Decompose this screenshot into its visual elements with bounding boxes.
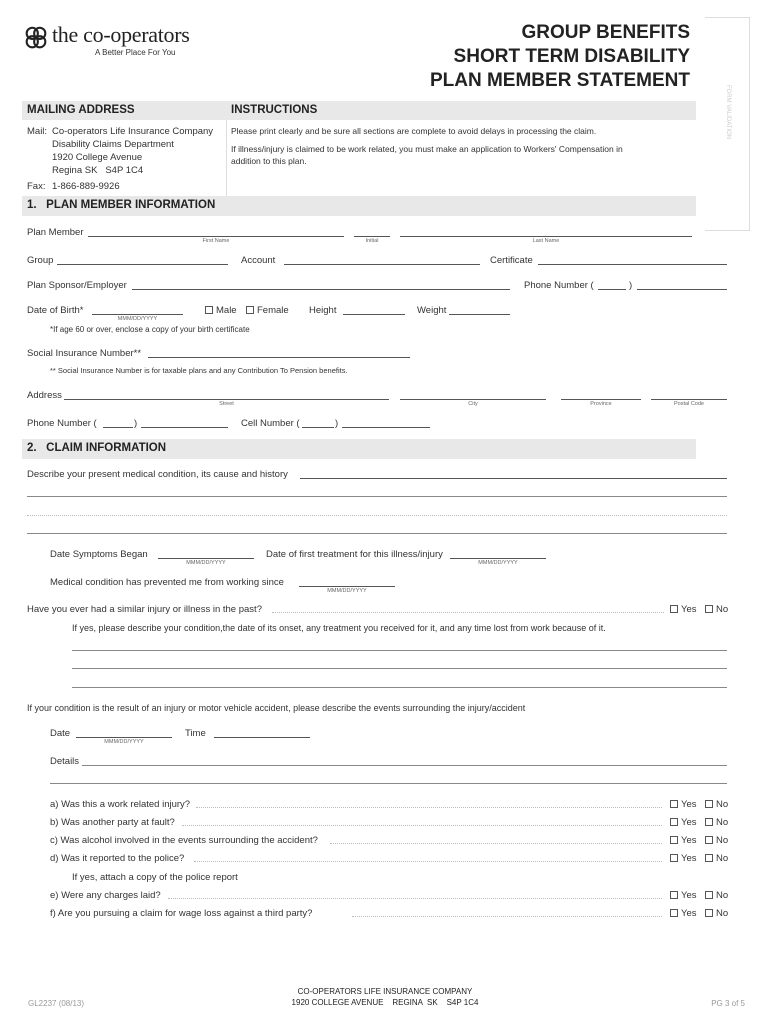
cell-number-label: Cell Number ( <box>241 418 300 429</box>
height-field[interactable] <box>343 314 405 315</box>
dob-format: MMM/DD/YYYY <box>117 316 158 322</box>
fax-label: Fax: <box>27 181 46 192</box>
street-field[interactable] <box>64 399 389 400</box>
no-label: No <box>716 835 729 846</box>
weight-label: Weight <box>417 305 447 316</box>
male-checkbox[interactable] <box>205 305 237 316</box>
question-e-yes-checkbox[interactable] <box>670 890 697 901</box>
similar-yes-checkbox[interactable] <box>670 604 697 615</box>
brand-name: the co-operators <box>52 22 190 47</box>
if-yes-describe-label: If yes, please describe your condition,the date of its onset, any treatment you received for it, and any time lost from work because of it. <box>72 623 606 633</box>
sin-field[interactable] <box>148 357 410 358</box>
question-d-yes-checkbox[interactable] <box>670 853 697 864</box>
accident-date-label: Date <box>50 728 71 739</box>
question-d-no-checkbox[interactable] <box>705 853 728 864</box>
postal-code-field[interactable] <box>651 399 727 400</box>
symptoms-began-label: Date Symptoms Began <box>50 549 148 560</box>
mailing-address-heading: MAILING ADDRESS <box>27 104 135 116</box>
sponsor-label: Plan Sponsor/Employer <box>27 280 127 291</box>
section1-heading: 1. PLAN MEMBER INFORMATION <box>27 199 216 211</box>
mail-line-4: Regina SK S4P 1C4 <box>52 165 144 176</box>
question-a-yes-checkbox[interactable] <box>670 799 697 810</box>
question-b: b) Was another party at fault? <box>50 817 175 828</box>
checkbox-icon <box>670 818 678 826</box>
details-field-line-2[interactable] <box>50 783 727 784</box>
address-label: Address <box>27 390 62 401</box>
if-yes-field-line-3[interactable] <box>72 687 727 688</box>
instructions-p2b: addition to this plan. <box>231 156 307 166</box>
checkbox-icon <box>705 800 713 808</box>
form-title-line-1: GROUP BENEFITS <box>521 22 690 43</box>
accident-date-format: MMM/DD/YYYY <box>104 739 144 745</box>
weight-field[interactable] <box>449 314 510 315</box>
male-label: Male <box>216 305 237 316</box>
female-label: Female <box>257 305 289 316</box>
checkbox-icon <box>705 891 713 899</box>
group-field[interactable] <box>57 264 228 265</box>
checkbox-icon <box>705 836 713 844</box>
question-b-no-checkbox[interactable] <box>705 817 728 828</box>
initial-caption: Initial <box>365 238 379 244</box>
describe-field-line-2[interactable] <box>27 496 727 497</box>
co-operators-logo-icon <box>22 24 50 52</box>
yes-label: Yes <box>681 799 697 810</box>
question-b-yes-checkbox[interactable] <box>670 817 697 828</box>
sponsor-field[interactable] <box>132 289 510 290</box>
prevented-working-label: Medical condition has prevented me from working since <box>50 577 284 588</box>
question-c-yes-checkbox[interactable] <box>670 835 697 846</box>
checkbox-icon <box>246 306 254 314</box>
symptoms-began-field[interactable] <box>158 558 254 559</box>
phone-number2-label: Phone Number ( <box>27 418 97 429</box>
checkbox-icon <box>705 605 713 613</box>
page-number: PG 3 of 5 <box>711 999 745 1008</box>
leader-dots <box>330 843 662 844</box>
accident-time-label: Time <box>185 728 206 739</box>
details-field-line-1[interactable] <box>82 765 727 766</box>
question-c: c) Was alcohol involved in the events surrounding the accident? <box>50 835 318 846</box>
phone-number-label: Phone Number ( <box>524 280 594 291</box>
checkbox-icon <box>670 605 678 613</box>
accident-time-field[interactable] <box>214 737 310 738</box>
height-label: Height <box>309 305 337 316</box>
plan-member-label: Plan Member <box>27 227 84 238</box>
age-note: *If age 60 or over, enclose a copy of your birth certificate <box>50 325 250 334</box>
certificate-field[interactable] <box>538 264 727 265</box>
question-f: f) Are you pursuing a claim for wage loss against a third party? <box>50 908 313 919</box>
yes-label: Yes <box>681 908 697 919</box>
instructions-p1: Please print clearly and be sure all sections are complete to avoid delays in processing the claim. <box>231 126 597 136</box>
checkbox-icon <box>670 854 678 862</box>
instructions-heading: INSTRUCTIONS <box>231 104 318 116</box>
account-field[interactable] <box>284 264 480 265</box>
question-e: e) Were any charges laid? <box>50 890 161 901</box>
section2-heading: 2. CLAIM INFORMATION <box>27 442 167 454</box>
last-name-caption: Last Name <box>532 238 560 244</box>
question-f-yes-checkbox[interactable] <box>670 908 697 919</box>
phone2-paren: ) <box>134 418 138 429</box>
checkbox-icon <box>205 306 213 314</box>
city-caption: City <box>468 401 478 407</box>
leader-dots <box>272 612 664 613</box>
street-caption: Street <box>219 401 234 407</box>
cell-paren: ) <box>335 418 339 429</box>
footer-company: CO-OPERATORS LIFE INSURANCE COMPANY <box>297 987 473 996</box>
no-label: No <box>716 908 729 919</box>
city-field[interactable] <box>400 399 546 400</box>
fax-number: 1-866-889-9926 <box>52 181 120 192</box>
first-treatment-field[interactable] <box>450 558 546 559</box>
cell-area-code-field[interactable] <box>302 427 334 428</box>
first-treatment-label: Date of first treatment for this illness/injury <box>266 549 443 560</box>
if-yes-field-line-2[interactable] <box>72 668 727 669</box>
yes-label: Yes <box>681 835 697 846</box>
leader-dots <box>194 861 662 862</box>
question-e-no-checkbox[interactable] <box>705 890 728 901</box>
phone2-area-code-field[interactable] <box>103 427 133 428</box>
prevented-working-field[interactable] <box>299 586 395 587</box>
no-label: No <box>716 799 729 810</box>
dob-field[interactable] <box>92 314 183 315</box>
accident-intro-label: If your condition is the result of an injury or motor vehicle accident, please describe the events surrounding the injury/accident <box>27 703 526 713</box>
question-c-no-checkbox[interactable] <box>705 835 728 846</box>
question-f-no-checkbox[interactable] <box>705 908 728 919</box>
leader-dots <box>182 825 662 826</box>
mail-line-2: Disability Claims Department <box>52 139 174 150</box>
police-report-note: If yes, attach a copy of the police report <box>72 872 238 883</box>
treatment-date-format: MMM/DD/YYYY <box>478 560 518 566</box>
checkbox-icon <box>670 800 678 808</box>
dob-label: Date of Birth* <box>27 305 84 316</box>
checkbox-icon <box>705 909 713 917</box>
form-title-line-2: SHORT TERM DISABILITY <box>453 46 690 67</box>
mail-line-1: Co-operators Life Insurance Company <box>52 126 214 137</box>
instructions-p2a: If illness/injury is claimed to be work related, you must make an application to Workers' Compensation in <box>231 144 623 154</box>
province-field[interactable] <box>561 399 641 400</box>
question-d: d) Was it reported to the police? <box>50 853 185 864</box>
if-yes-field-line-1[interactable] <box>72 650 727 651</box>
form-code: GL2237 (08/13) <box>28 999 85 1008</box>
question-a-no-checkbox[interactable] <box>705 799 728 810</box>
cell-number-field[interactable] <box>342 427 430 428</box>
prevented-date-format: MMM/DD/YYYY <box>327 588 367 594</box>
initial-field[interactable] <box>354 236 390 237</box>
describe-field-line-4[interactable] <box>27 533 727 534</box>
yes-label: Yes <box>681 817 697 828</box>
phone-area-code-field[interactable] <box>598 289 626 290</box>
account-label: Account <box>241 255 276 266</box>
no-label: No <box>716 817 729 828</box>
last-name-field[interactable] <box>400 236 692 237</box>
phone-number-field[interactable] <box>637 289 727 290</box>
checkbox-icon <box>670 836 678 844</box>
similar-injury-question: Have you ever had a similar injury or illness in the past? <box>27 604 262 615</box>
mail-label: Mail: <box>27 126 48 137</box>
footer-address: 1920 COLLEGE AVENUE REGINA SK S4P 1C4 <box>291 998 479 1007</box>
question-a: a) Was this a work related injury? <box>50 799 191 810</box>
yes-label: Yes <box>681 853 697 864</box>
yes-label: Yes <box>681 604 697 615</box>
similar-no-checkbox[interactable] <box>705 604 728 615</box>
female-checkbox[interactable] <box>246 305 289 316</box>
details-label: Details <box>50 756 80 767</box>
sin-note: ** Social Insurance Number is for taxable plans and any Contribution To Pension benefits. <box>50 366 348 375</box>
sin-label: Social Insurance Number** <box>27 348 142 359</box>
checkbox-icon <box>670 891 678 899</box>
describe-field-line-1[interactable] <box>300 478 727 479</box>
form-title-line-3: PLAN MEMBER STATEMENT <box>429 70 690 91</box>
checkbox-icon <box>705 818 713 826</box>
mail-line-3: 1920 College Avenue <box>52 152 143 163</box>
first-name-caption: First Name <box>202 238 230 244</box>
describe-label: Describe your present medical condition, its cause and history <box>27 469 288 480</box>
postal-code-caption: Postal Code <box>674 401 704 407</box>
phone2-number-field[interactable] <box>141 427 228 428</box>
no-label: No <box>716 853 729 864</box>
yes-label: Yes <box>681 890 697 901</box>
column-divider <box>226 120 227 196</box>
first-name-field[interactable] <box>88 236 344 237</box>
no-label: No <box>716 890 729 901</box>
symptoms-date-format: MMM/DD/YYYY <box>186 560 226 566</box>
side-validation-text: FORM VALIDATION <box>725 85 731 140</box>
brand-tagline: A Better Place For You <box>95 48 176 57</box>
accident-date-field[interactable] <box>76 737 172 738</box>
leader-dots <box>196 807 662 808</box>
leader-dots <box>352 916 662 917</box>
checkbox-icon <box>670 909 678 917</box>
group-label: Group <box>27 255 54 266</box>
checkbox-icon <box>705 854 713 862</box>
certificate-label: Certificate <box>490 255 533 266</box>
describe-field-line-3[interactable] <box>27 515 727 516</box>
leader-dots <box>168 898 662 899</box>
phone-paren: ) <box>629 280 633 291</box>
no-label: No <box>716 604 729 615</box>
province-caption: Province <box>590 401 612 407</box>
